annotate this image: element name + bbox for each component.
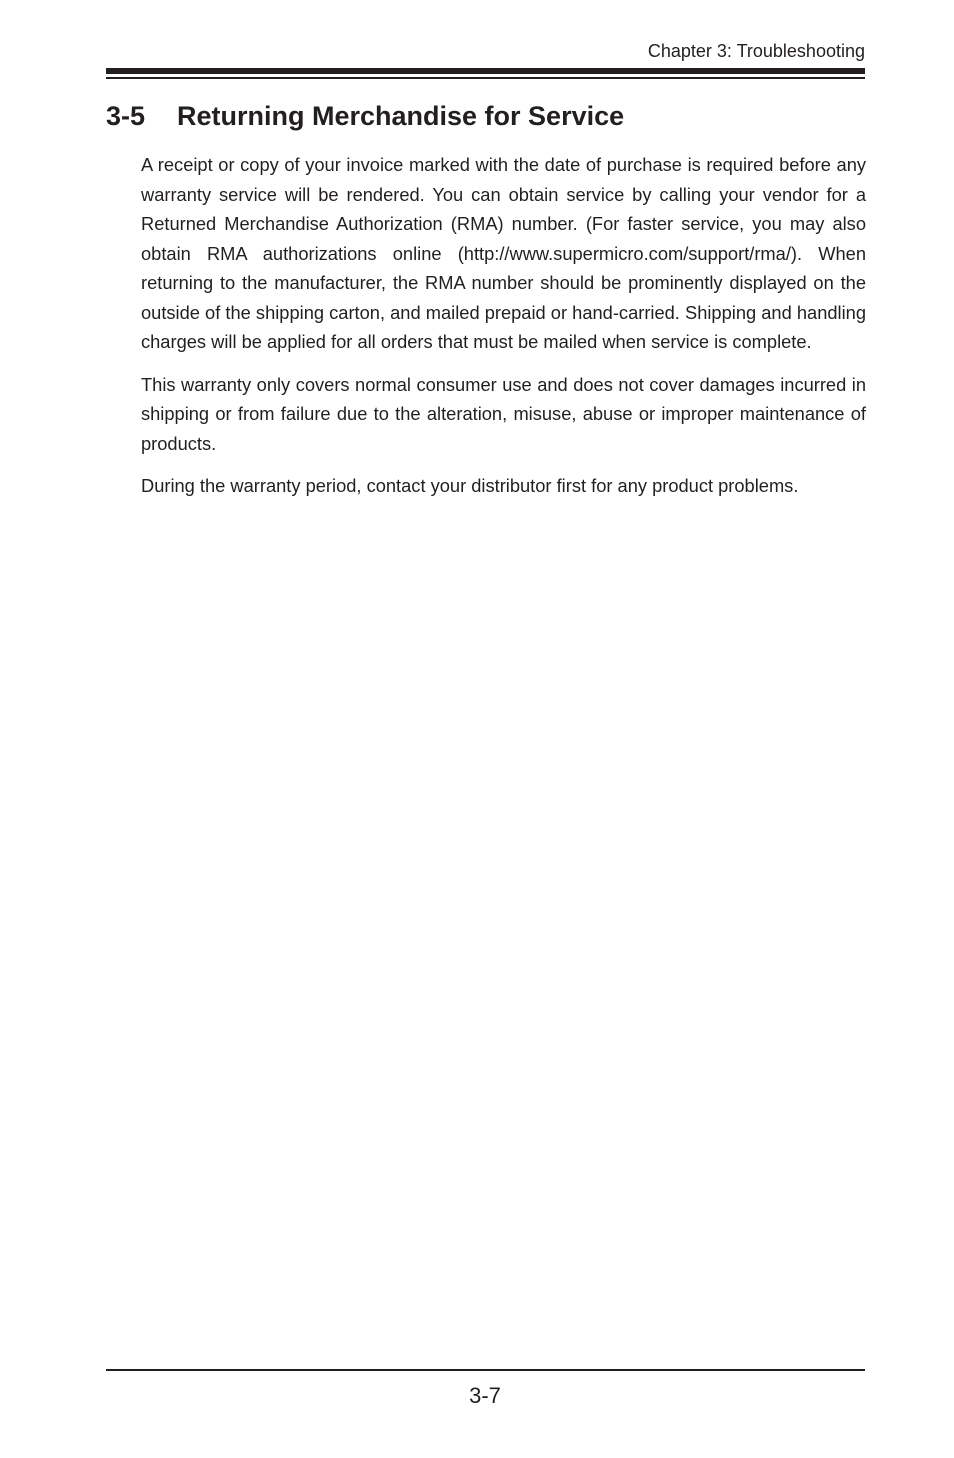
- section-heading: [106, 98, 866, 134]
- section-title: Returning Merchandise for Service: [177, 101, 625, 131]
- section-number: 3-5: [106, 101, 146, 131]
- running-header: Chapter 3: Troubleshooting: [647, 41, 865, 61]
- paragraph-rma: A receipt or copy of your invoice marked with the date of purchase is required before any warranty service will be rendered. You can obtain service by calling your vendor for a Returned Merchandise Authorization (RMA) number. (For faster service, you may also obtain RMA authorizations online (http://www.supermicro.com/support/rma/). When returning to the manufacturer, the RMA number should be prominently displayed on the outside of the shipping carton, and mailed prepaid or hand-carried. Shipping and handling charges will be applied for all orders that must be mailed when service is complete.: [141, 154, 866, 352]
- page-number: 3-7: [469, 1383, 501, 1408]
- section-body: [141, 150, 866, 514]
- paragraph-warranty-coverage: This warranty only covers normal consumer use and does not cover damages incurred in shipping or from failure due to the alteration, misuse, abuse or improper maintenance of products.: [141, 373, 866, 454]
- footer-rule: [106, 1369, 865, 1371]
- paragraph-contact-distributor: During the warranty period, contact your distributor first for any product problems.: [141, 475, 799, 496]
- header-rule-thick: [106, 68, 865, 74]
- header-rule-thin: [106, 77, 865, 79]
